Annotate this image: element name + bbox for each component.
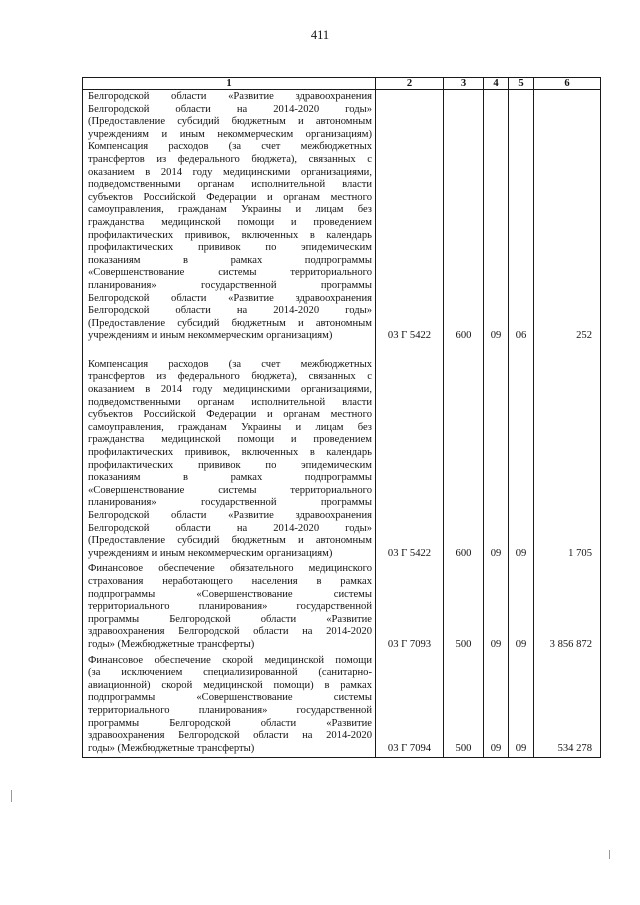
subsection-code: 09 (509, 654, 534, 758)
description-line: Компенсация расходов (за счет межбюджетных (88, 358, 372, 370)
description-line: показаниям в рамках подпрограммы (88, 472, 372, 484)
row-description (83, 345, 376, 563)
table-row (83, 562, 601, 653)
header-col-1: 1 (83, 78, 376, 90)
description-line: субъектов Российской Федерации и органам местного (88, 191, 372, 203)
table-body (83, 90, 601, 758)
description-line: профилактических прививок, включенных в календарь (88, 229, 372, 241)
description-line: гражданства медицинской помощи и проведением (88, 434, 372, 446)
target-article-code: 03 Г 7094 (376, 654, 444, 758)
amount: 252 (534, 90, 601, 345)
description-line: программы Белгородской области «Развитие (88, 613, 372, 625)
description-line: показаниям в рамках подпрограммы (88, 254, 372, 266)
description-line: «Совершенствование системы территориального (88, 484, 372, 496)
description-line: учреждениям и иным некоммерческим организациям) (88, 547, 333, 559)
description-line: планирования» государственной программы (88, 279, 372, 291)
description-line: программы Белгородской области «Развитие (88, 717, 372, 729)
subsection-code: 06 (509, 90, 534, 345)
description-line: (за исключением специализированной (санитарно- (88, 667, 372, 679)
description-line: трансфертов из федерального бюджета), связанных с (88, 153, 372, 165)
description-line: профилактических прививок по эпидемическим (88, 242, 372, 254)
description-line: Белгородской области «Развитие здравоохранения (88, 292, 372, 304)
description-line: Белгородской области на 2014-2020 годы» (88, 305, 372, 317)
subsection-code: 09 (509, 562, 534, 653)
target-article-code: 03 Г 5422 (376, 90, 444, 345)
description-line: (Предоставление субсидий бюджетным и автономным (88, 535, 372, 547)
description-line: подпрограммы «Совершенствование системы (88, 588, 372, 600)
row-description (83, 562, 376, 653)
description-line: подпрограммы «Совершенствование системы (88, 692, 372, 704)
section-code: 09 (484, 562, 509, 653)
amount: 3 856 872 (534, 562, 601, 653)
amount: 1 705 (534, 345, 601, 563)
description-line: оказанием в 2014 году медицинскими организациями, (88, 384, 372, 396)
scan-artifact-right (609, 850, 610, 859)
description-line: подведомственными органам исполнительной власти (88, 179, 372, 191)
description-line: Белгородской области «Развитие здравоохранения (88, 510, 372, 521)
description-line: территориального планирования» государственной (88, 601, 372, 613)
header-col-2: 2 (376, 78, 444, 90)
subsection-code: 09 (509, 345, 534, 563)
description-line: субъектов Российской Федерации и органам местного (88, 409, 372, 421)
description-line: оказанием в 2014 году медицинскими организациями, (88, 166, 372, 178)
description-line: (Предоставление субсидий бюджетным и автономным (88, 317, 372, 329)
expense-type-code: 500 (444, 654, 484, 758)
section-code: 09 (484, 345, 509, 563)
description-line: территориального планирования» государственной (88, 704, 372, 716)
description-line: (Предоставление субсидий бюджетным и автономным (88, 116, 372, 128)
table-row (83, 90, 601, 345)
table-row (83, 654, 601, 758)
section-code: 09 (484, 654, 509, 758)
description-line: авиационной) скорой медицинской помощи) в рамках (88, 679, 372, 691)
description-line: «Совершенствование системы территориального (88, 267, 372, 279)
page-number: 411 (310, 28, 330, 42)
description-line: Компенсация расходов (за счет межбюджетных (88, 141, 372, 153)
description-line: трансфертов из федерального бюджета), связанных с (88, 371, 372, 383)
header-col-3: 3 (444, 78, 484, 90)
description-line: годы» (Межбюджетные трансферты) (88, 638, 255, 650)
description-line: Финансовое обеспечение обязательного медицинского (88, 563, 372, 575)
scan-artifact-left (11, 790, 12, 802)
amount: 534 278 (534, 654, 601, 758)
description-line: профилактических прививок, включенных в календарь (88, 447, 372, 459)
description-line: здравоохранения Белгородской области на 2014-2020 (88, 730, 372, 742)
expense-type-code: 600 (444, 345, 484, 563)
description-line: гражданства медицинской помощи и проведением (88, 216, 372, 228)
target-article-code: 03 Г 7093 (376, 562, 444, 653)
section-code: 09 (484, 90, 509, 345)
row-description (83, 654, 376, 758)
budget-table (82, 77, 601, 758)
description-line: планирования» государственной программы (88, 497, 372, 509)
expense-type-code: 600 (444, 90, 484, 345)
description-line: самоуправления, гражданам Украины и лицам без (88, 204, 372, 216)
target-article-code: 03 Г 5422 (376, 345, 444, 563)
description-line: страхования неработающего населения в рамках (88, 575, 372, 587)
description-line: самоуправления, гражданам Украины и лицам без (88, 421, 372, 433)
header-col-5: 5 (509, 78, 534, 90)
description-line: подведомственными органам исполнительной власти (88, 396, 372, 408)
header-col-6: 6 (534, 78, 601, 90)
description-line: учреждениям и иным некоммерческим организациям) (88, 128, 372, 140)
expense-type-code: 500 (444, 562, 484, 653)
table-row (83, 345, 601, 563)
header-row (83, 78, 601, 90)
header-col-4: 4 (484, 78, 509, 90)
description-line: Белгородской области «Развитие здравоохранения (88, 91, 372, 102)
description-line: учреждениям и иным некоммерческим организациям) (88, 330, 333, 342)
description-line: Финансовое обеспечение скорой медицинской помощи (88, 654, 372, 666)
description-line: Белгородской области на 2014-2020 годы» (88, 522, 372, 534)
description-line: профилактических прививок по эпидемическим (88, 459, 372, 471)
description-line: здравоохранения Белгородской области на 2014-2020 (88, 626, 372, 638)
description-line: Белгородской области на 2014-2020 годы» (88, 103, 372, 115)
row-description (83, 90, 376, 345)
description-line: годы» (Межбюджетные трансферты) (88, 742, 255, 754)
